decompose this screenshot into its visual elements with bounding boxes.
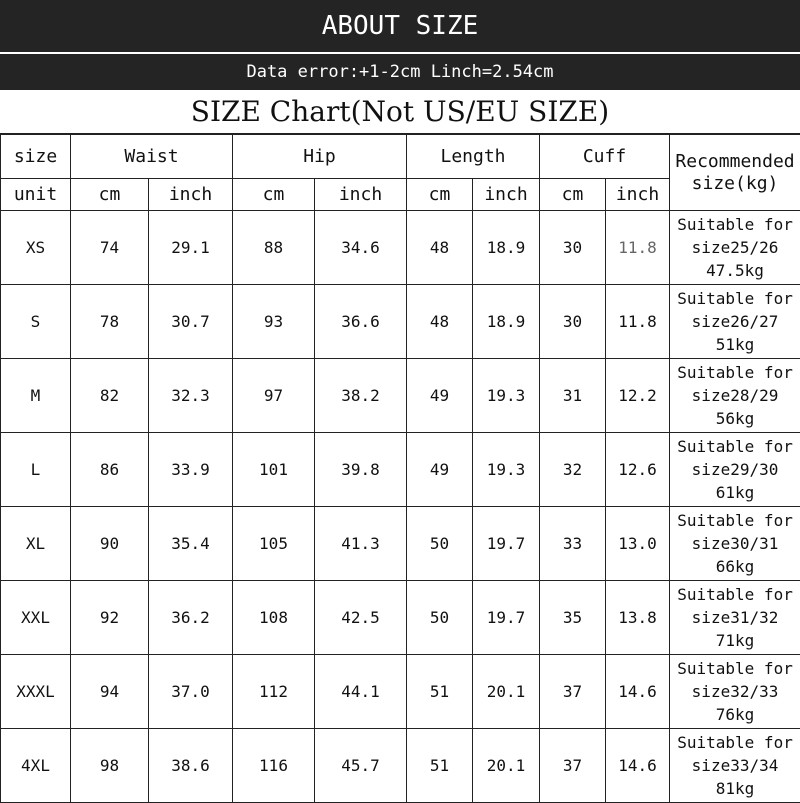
size-cell: XXXL (1, 655, 71, 729)
length-inch-unit: inch (473, 179, 540, 211)
recommended-cell (670, 211, 800, 285)
waist-cm-cell: 94 (71, 655, 149, 729)
recommended-line-3: 71kg (670, 629, 800, 652)
hip-cm-cell: 97 (233, 359, 315, 433)
length-cm-cell: 51 (407, 655, 473, 729)
col-waist-header: Waist (71, 135, 233, 179)
recommended-line-1: Suitable for (670, 213, 800, 236)
waist-inch-unit: inch (149, 179, 233, 211)
table-row (1, 581, 800, 655)
table-row (1, 359, 800, 433)
waist-inch-cell: 36.2 (149, 581, 233, 655)
table-row (1, 729, 800, 803)
recommended-line-2: size25/26 (670, 236, 800, 259)
recommended-line-3: 61kg (670, 481, 800, 504)
cuff-inch-cell: 11.8 (606, 285, 670, 359)
size-cell: M (1, 359, 71, 433)
recommended-line-1: Suitable for (670, 435, 800, 458)
col-size-header: size (1, 135, 71, 179)
recommended-cell (670, 285, 800, 359)
length-inch-cell: 19.3 (473, 433, 540, 507)
length-inch-cell: 18.9 (473, 211, 540, 285)
cuff-inch-cell: 12.6 (606, 433, 670, 507)
recommended-line-3: 56kg (670, 407, 800, 430)
cuff-inch-cell: 11.8 (606, 211, 670, 285)
length-cm-cell: 49 (407, 433, 473, 507)
recommended-line-2: size32/33 (670, 680, 800, 703)
recommended-line-1: Suitable for (670, 731, 800, 754)
waist-inch-cell: 37.0 (149, 655, 233, 729)
recommended-line-2: size33/34 (670, 754, 800, 777)
hip-inch-cell: 45.7 (315, 729, 407, 803)
unit-label: unit (1, 179, 71, 211)
waist-cm-cell: 92 (71, 581, 149, 655)
length-cm-cell: 50 (407, 581, 473, 655)
table-row (1, 433, 800, 507)
col-recommended-header (670, 135, 800, 211)
recommended-line-3: 81kg (670, 777, 800, 800)
length-inch-cell: 20.1 (473, 655, 540, 729)
length-inch-cell: 19.7 (473, 507, 540, 581)
waist-cm-cell: 78 (71, 285, 149, 359)
hip-inch-cell: 42.5 (315, 581, 407, 655)
chart-title: SIZE Chart(Not US/EU SIZE) (0, 90, 800, 134)
recommended-line-3: 76kg (670, 703, 800, 726)
recommended-line-3: 47.5kg (670, 259, 800, 282)
col-cuff-header: Cuff (540, 135, 670, 179)
recommended-line-1: Suitable for (670, 287, 800, 310)
hip-cm-cell: 116 (233, 729, 315, 803)
hip-inch-unit: inch (315, 179, 407, 211)
recommended-line-1: Suitable for (670, 509, 800, 532)
size-cell: XS (1, 211, 71, 285)
length-cm-cell: 48 (407, 285, 473, 359)
header-row-columns (1, 135, 800, 179)
cuff-cm-unit: cm (540, 179, 606, 211)
size-cell: XXL (1, 581, 71, 655)
size-table (0, 134, 800, 803)
hip-inch-cell: 39.8 (315, 433, 407, 507)
size-cell: L (1, 433, 71, 507)
recommended-line-3: 51kg (670, 333, 800, 356)
waist-inch-cell: 32.3 (149, 359, 233, 433)
length-inch-cell: 19.3 (473, 359, 540, 433)
col-hip-header: Hip (233, 135, 407, 179)
hip-inch-cell: 36.6 (315, 285, 407, 359)
cuff-cm-cell: 31 (540, 359, 606, 433)
table-row (1, 285, 800, 359)
recommended-cell (670, 655, 800, 729)
cuff-cm-cell: 35 (540, 581, 606, 655)
recommended-line-2: size28/29 (670, 384, 800, 407)
hip-cm-cell: 88 (233, 211, 315, 285)
recommended-cell (670, 729, 800, 803)
hip-inch-cell: 41.3 (315, 507, 407, 581)
waist-inch-cell: 38.6 (149, 729, 233, 803)
recommended-cell (670, 433, 800, 507)
hip-cm-unit: cm (233, 179, 315, 211)
cuff-cm-cell: 32 (540, 433, 606, 507)
table-row (1, 655, 800, 729)
cuff-inch-cell: 12.2 (606, 359, 670, 433)
length-cm-cell: 48 (407, 211, 473, 285)
length-inch-cell: 20.1 (473, 729, 540, 803)
length-cm-cell: 49 (407, 359, 473, 433)
about-size-banner: ABOUT SIZE (0, 0, 800, 52)
cuff-inch-cell: 13.8 (606, 581, 670, 655)
cuff-cm-cell: 33 (540, 507, 606, 581)
hip-inch-cell: 38.2 (315, 359, 407, 433)
waist-inch-cell: 35.4 (149, 507, 233, 581)
recommended-line-2: size29/30 (670, 458, 800, 481)
waist-cm-cell: 98 (71, 729, 149, 803)
cuff-cm-cell: 30 (540, 211, 606, 285)
waist-inch-cell: 30.7 (149, 285, 233, 359)
hip-cm-cell: 93 (233, 285, 315, 359)
recommended-cell (670, 359, 800, 433)
cuff-inch-cell: 13.0 (606, 507, 670, 581)
length-inch-cell: 19.7 (473, 581, 540, 655)
waist-cm-cell: 82 (71, 359, 149, 433)
cuff-inch-cell: 14.6 (606, 655, 670, 729)
hip-cm-cell: 112 (233, 655, 315, 729)
recommended-line-1: Suitable for (670, 361, 800, 384)
table-row (1, 507, 800, 581)
recommended-label-line1: Recommended (670, 151, 800, 173)
cuff-cm-cell: 30 (540, 285, 606, 359)
length-inch-cell: 18.9 (473, 285, 540, 359)
recommended-cell (670, 581, 800, 655)
recommended-line-2: size31/32 (670, 606, 800, 629)
length-cm-cell: 51 (407, 729, 473, 803)
recommended-line-1: Suitable for (670, 657, 800, 680)
waist-cm-cell: 90 (71, 507, 149, 581)
hip-cm-cell: 101 (233, 433, 315, 507)
waist-inch-cell: 33.9 (149, 433, 233, 507)
data-error-note: Data error:+1-2cm Linch=2.54cm (0, 52, 800, 90)
waist-cm-cell: 86 (71, 433, 149, 507)
recommended-line-2: size30/31 (670, 532, 800, 555)
size-cell: S (1, 285, 71, 359)
recommended-cell (670, 507, 800, 581)
length-cm-unit: cm (407, 179, 473, 211)
hip-inch-cell: 44.1 (315, 655, 407, 729)
recommended-line-3: 66kg (670, 555, 800, 578)
cuff-inch-cell: 14.6 (606, 729, 670, 803)
hip-cm-cell: 105 (233, 507, 315, 581)
recommended-line-2: size26/27 (670, 310, 800, 333)
size-cell: 4XL (1, 729, 71, 803)
table-row (1, 211, 800, 285)
waist-cm-cell: 74 (71, 211, 149, 285)
length-cm-cell: 50 (407, 507, 473, 581)
recommended-label-line2: size(kg) (670, 173, 800, 195)
hip-inch-cell: 34.6 (315, 211, 407, 285)
waist-inch-cell: 29.1 (149, 211, 233, 285)
size-cell: XL (1, 507, 71, 581)
cuff-inch-unit: inch (606, 179, 670, 211)
hip-cm-cell: 108 (233, 581, 315, 655)
cuff-cm-cell: 37 (540, 655, 606, 729)
cuff-cm-cell: 37 (540, 729, 606, 803)
recommended-line-1: Suitable for (670, 583, 800, 606)
col-length-header: Length (407, 135, 540, 179)
waist-cm-unit: cm (71, 179, 149, 211)
